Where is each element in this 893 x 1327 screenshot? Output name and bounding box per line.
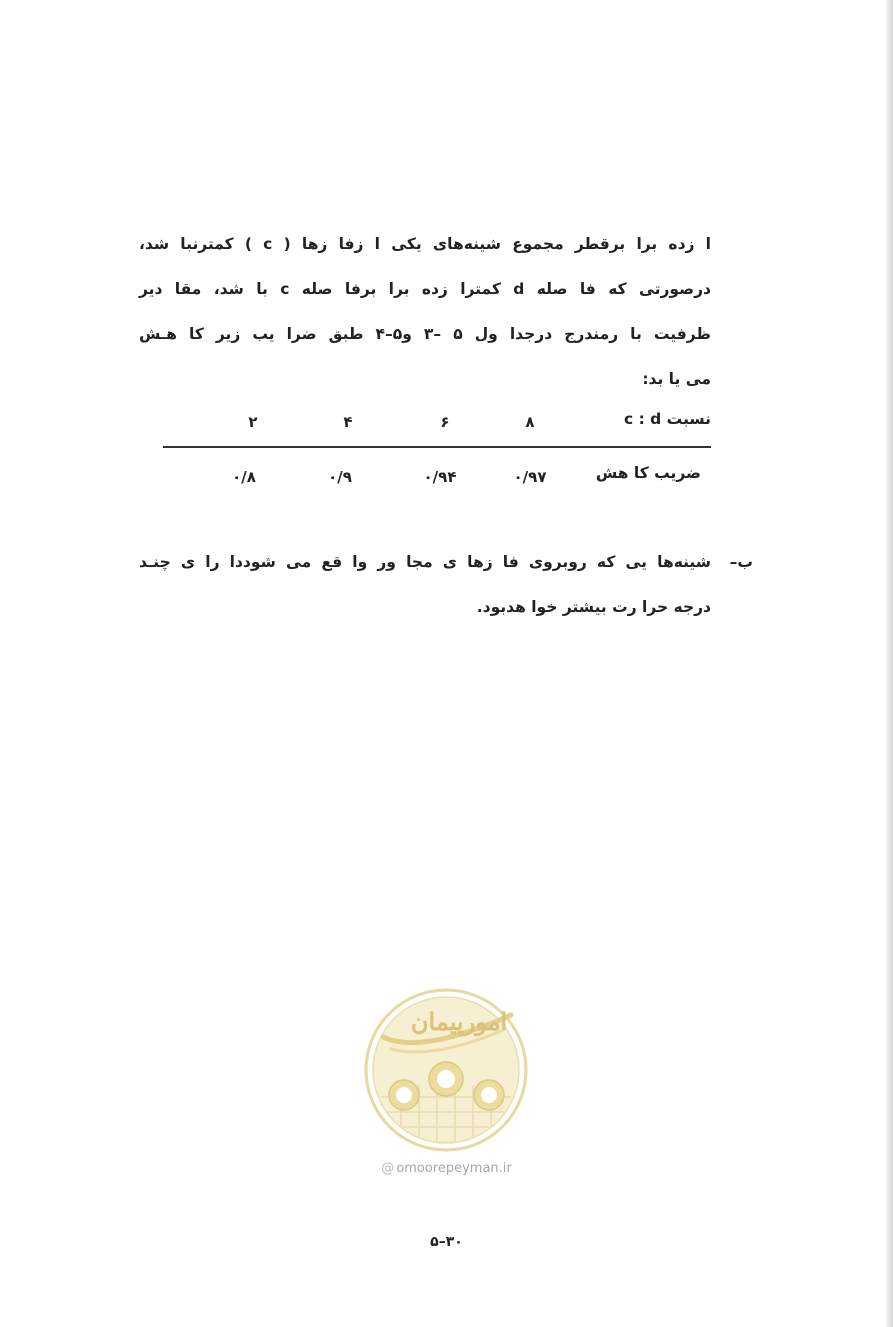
- table-header-value: ۲: [248, 413, 258, 431]
- paragraph-b-marker: ب–: [729, 553, 753, 571]
- table-header-value: ۴: [343, 413, 353, 431]
- stamp-url-text: omoorepeyman.ir: [396, 1161, 512, 1176]
- intro-line-3: ظرفیت با رمندرج درجدا ول ۵ –۳ و۵–۴ طبق ضرا یب زیر کا هـش: [139, 325, 711, 343]
- table-header-value: ۸: [525, 413, 535, 431]
- table-row-value: ۰/۹: [328, 468, 352, 486]
- intro-paragraph: [139, 222, 711, 402]
- table-header-label: نسبت c : d: [623, 410, 711, 428]
- intro-line-4: می یا بد:: [642, 370, 711, 388]
- table-header-value: ۶: [440, 413, 450, 431]
- table-row-value: ۰/۸: [232, 468, 256, 486]
- paragraph-b-line-2: درجه حرا رت بیشتر خوا هدبود.: [476, 598, 711, 616]
- paragraph-b-line-1: شینه‌ها یی که روبروی فا زها ی مجا ور وا قع می شوددا را ی چنـد: [139, 553, 711, 571]
- table-divider: [163, 446, 711, 448]
- at-sign-icon: @: [381, 1161, 395, 1176]
- table-row-label: ضریب کا هش: [595, 464, 701, 482]
- page-edge: [886, 0, 893, 1327]
- stamp-url: [0, 1161, 893, 1176]
- watermark-stamp-logo: [361, 985, 531, 1155]
- paragraph-b: [139, 540, 753, 630]
- intro-line-1: ا زده برا برقطر مجموع شینه‌های یکی ا زفا زها ( c ) کمترنبا شد،: [139, 235, 711, 253]
- table-row-value: ۰/۹۷: [513, 468, 547, 486]
- stamp-logo-text: امورپیمان: [410, 1007, 508, 1036]
- intro-line-2: درصورتی که فا صله d کمترا زده برا برفا صله c با شد، مقا دیر: [139, 280, 711, 298]
- page-number: ۳۰–۵: [430, 1234, 463, 1250]
- table-row-value: ۰/۹۴: [423, 468, 457, 486]
